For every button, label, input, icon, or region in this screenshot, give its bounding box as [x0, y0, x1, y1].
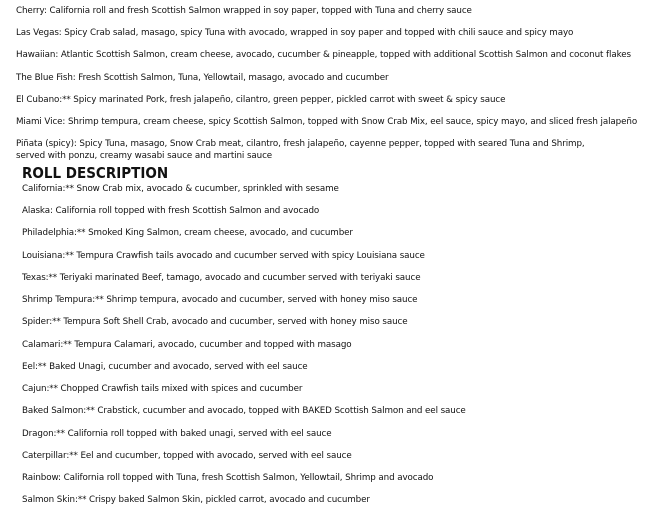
- menu-item: Hawaiian: Atlantic Scottish Salmon, cream cheese, avocado, cucumber & pineapple, topped with additional Scottish Salmon and coconut flakes: [16, 49, 632, 60]
- menu-item: El Cubano:** Spicy marinated Pork, fresh jalapeño, cilantro, green pepper, pickled carrot with sweet & spicy sauce: [16, 94, 506, 105]
- roll-item: Dragon:** California roll topped with baked unagi, served with eel sauce: [22, 428, 332, 439]
- menu-item: Miami Vice: Shrimp tempura, cream cheese, spicy Scottish Salmon, topped with Snow Crab Mix, eel sauce, spicy mayo, and sliced fresh jalapeño: [16, 116, 638, 127]
- menu-item-continued: served with ponzu, creamy wasabi sauce and martini sauce: [16, 150, 273, 161]
- menu-item: The Blue Fish: Fresh Scottish Salmon, Tuna, Yellowtail, masago, avocado and cucumber: [16, 72, 389, 83]
- roll-item: Shrimp Tempura:** Shrimp tempura, avocado and cucumber, served with honey miso sauce: [22, 294, 418, 305]
- roll-item: Baked Salmon:** Crabstick, cucumber and avocado, topped with BAKED Scottish Salmon and eel sauce: [22, 405, 466, 416]
- roll-item: Eel:** Baked Unagi, cucumber and avocado, served with eel sauce: [22, 361, 308, 372]
- roll-item: Louisiana:** Tempura Crawfish tails avocado and cucumber served with spicy Louisiana sauce: [22, 250, 425, 261]
- roll-item: Caterpillar:** Eel and cucumber, topped with avocado, served with eel sauce: [22, 450, 352, 461]
- roll-item: Texas:** Teriyaki marinated Beef, tamago, avocado and cucumber served with teriyaki sauce: [22, 272, 421, 283]
- section-heading: ROLL DESCRIPTION: [22, 164, 169, 182]
- roll-item: Cajun:** Chopped Crawfish tails mixed with spices and cucumber: [22, 383, 303, 394]
- roll-item: Calamari:** Tempura Calamari, avocado, cucumber and topped with masago: [22, 339, 352, 350]
- menu-item: Las Vegas: Spicy Crab salad, masago, spicy Tuna with avocado, wrapped in soy paper and topped with chili sauce and spicy mayo: [16, 27, 574, 38]
- roll-item: Rainbow: California roll topped with Tuna, fresh Scottish Salmon, Yellowtail, Shrimp and avocado: [22, 472, 434, 483]
- roll-item: Alaska: California roll topped with fresh Scottish Salmon and avocado: [22, 205, 320, 216]
- pinata-item: [0, 138, 650, 162]
- roll-item: Spider:** Tempura Soft Shell Crab, avocado and cucumber, served with honey miso sauce: [22, 316, 408, 327]
- roll-item: Philadelphia:** Smoked King Salmon, cream cheese, avocado, and cucumber: [22, 227, 353, 238]
- roll-item: California:** Snow Crab mix, avocado & cucumber, sprinkled with sesame: [22, 183, 339, 194]
- menu-item: Cherry: California roll and fresh Scottish Salmon wrapped in soy paper, topped with Tuna and cherry sauce: [16, 5, 472, 16]
- menu-item: Piñata (spicy): Spicy Tuna, masago, Snow Crab meat, cilantro, fresh jalapeño, cayenne pepper, topped with seared Tuna and Shrimp,: [16, 138, 585, 149]
- roll-item: Salmon Skin:** Crispy baked Salmon Skin, pickled carrot, avocado and cucumber: [22, 494, 370, 505]
